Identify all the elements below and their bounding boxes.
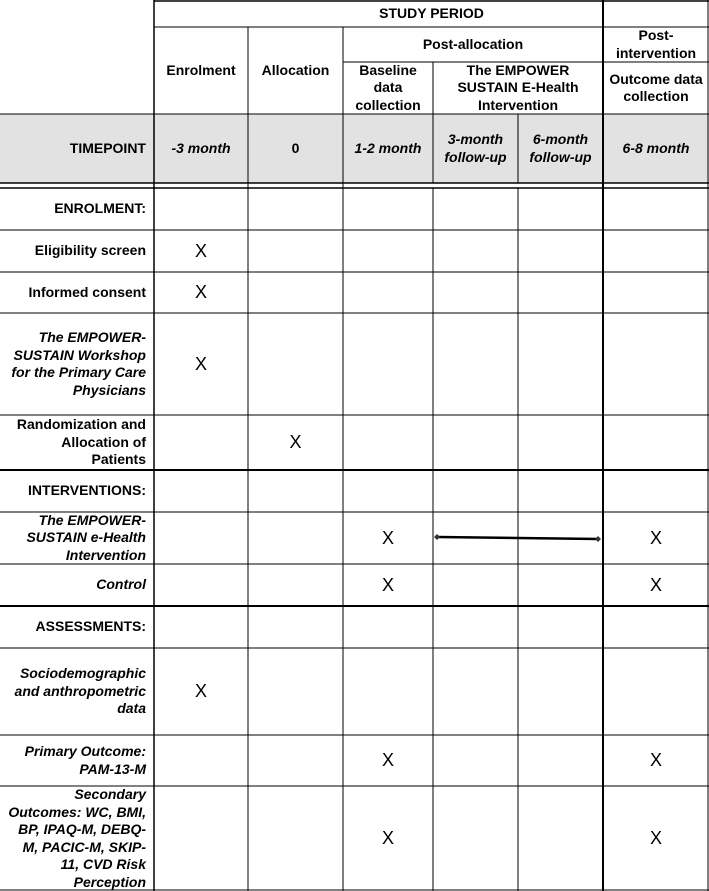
schedule-mark: X — [381, 527, 394, 548]
row-label: Secondary Outcomes: WC, BMI, BP, IPAQ-M, DEBQ-M, PACIC-M, SKIP-11, CVD Risk Perception — [8, 786, 146, 890]
study-period-header: STUDY PERIOD — [379, 4, 484, 21]
schedule-mark — [154, 512, 248, 564]
timepoint-value: 0 — [291, 139, 300, 156]
schedule-mark: X — [649, 574, 662, 595]
schedule-mark — [343, 415, 433, 470]
schedule-mark — [248, 313, 343, 415]
schedule-mark — [518, 230, 603, 272]
schedule-mark: X — [381, 750, 394, 771]
schedule-mark — [248, 786, 343, 891]
schedule-mark — [433, 648, 518, 735]
schedule-mark — [248, 735, 343, 786]
schedule-mark — [433, 313, 518, 415]
schedule-mark — [603, 272, 709, 313]
schedule-mark: X — [289, 432, 302, 453]
intervention-group-header: The EMPOWER SUSTAIN E-Health Intervention — [457, 61, 579, 113]
row-label: Sociodemographic and anthropometric data — [14, 665, 146, 717]
schedule-mark — [433, 272, 518, 313]
schedule-mark — [433, 512, 518, 564]
schedule-mark — [518, 786, 603, 891]
timepoint-value: 6-month follow-up — [529, 131, 592, 165]
timepoint-value: 3-month follow-up — [444, 131, 507, 165]
schedule-mark — [518, 415, 603, 470]
schedule-mark: X — [381, 574, 394, 595]
timepoint-value: -3 month — [171, 139, 231, 156]
schedule-mark — [518, 512, 603, 564]
schedule-mark: X — [194, 240, 207, 261]
schedule-mark — [518, 648, 603, 735]
schedule-mark — [433, 230, 518, 272]
schedule-mark — [433, 564, 518, 606]
schedule-mark — [343, 272, 433, 313]
schedule-mark — [248, 230, 343, 272]
schedule-mark: X — [649, 527, 662, 548]
row-label: Informed consent — [28, 283, 146, 300]
schedule-mark — [603, 415, 709, 470]
schedule-mark — [433, 415, 518, 470]
schedule-mark — [518, 564, 603, 606]
schedule-mark — [343, 648, 433, 735]
schedule-mark — [433, 786, 518, 891]
schedule-mark — [248, 512, 343, 564]
schedule-mark — [248, 564, 343, 606]
schedule-mark — [518, 735, 603, 786]
row-label: Primary Outcome: PAM-13-M — [24, 743, 146, 777]
schedule-mark — [343, 313, 433, 415]
schedule-mark — [154, 415, 248, 470]
schedule-mark — [248, 272, 343, 313]
schedule-mark — [433, 735, 518, 786]
post-intervention-header: Post-intervention — [615, 27, 697, 61]
allocation-header: Allocation — [261, 61, 330, 78]
timepoint-value: 6-8 month — [622, 139, 690, 156]
row-label: The EMPOWER-SUSTAIN e-Health Intervention — [26, 511, 146, 563]
schedule-mark — [154, 564, 248, 606]
baseline-header: Baseline data collection — [355, 61, 421, 113]
schedule-mark — [518, 313, 603, 415]
schedule-mark — [603, 230, 709, 272]
outcome-header: Outcome data collection — [609, 70, 703, 104]
row-label: The EMPOWER-SUSTAIN Workshop for the Primary Care Physicians — [11, 329, 146, 398]
schedule-mark: X — [194, 681, 207, 702]
schedule-mark: X — [649, 750, 662, 771]
post-allocation-header: Post-allocation — [422, 35, 524, 52]
schedule-mark — [603, 313, 709, 415]
schedule-mark: X — [194, 353, 207, 374]
section-label-assessments: ASSESSMENTS: — [35, 618, 146, 635]
schedule-mark — [603, 648, 709, 735]
row-label: Eligibility screen — [34, 242, 146, 259]
timepoint-label: TIMEPOINT — [69, 139, 146, 156]
timepoint-value: 1-2 month — [354, 139, 422, 156]
schedule-mark — [518, 272, 603, 313]
row-label: Control — [96, 576, 146, 593]
schedule-mark — [248, 648, 343, 735]
section-label-enrolment: ENROLMENT: — [54, 200, 146, 217]
schedule-mark — [154, 735, 248, 786]
enrolment-header: Enrolment — [166, 61, 236, 78]
row-label: Randomization and Allocation of Patients — [16, 416, 146, 468]
schedule-mark — [154, 786, 248, 891]
schedule-mark: X — [649, 828, 662, 849]
schedule-mark — [343, 230, 433, 272]
section-label-interventions: INTERVENTIONS: — [28, 482, 146, 499]
schedule-mark: X — [381, 828, 394, 849]
schedule-mark: X — [194, 282, 207, 303]
